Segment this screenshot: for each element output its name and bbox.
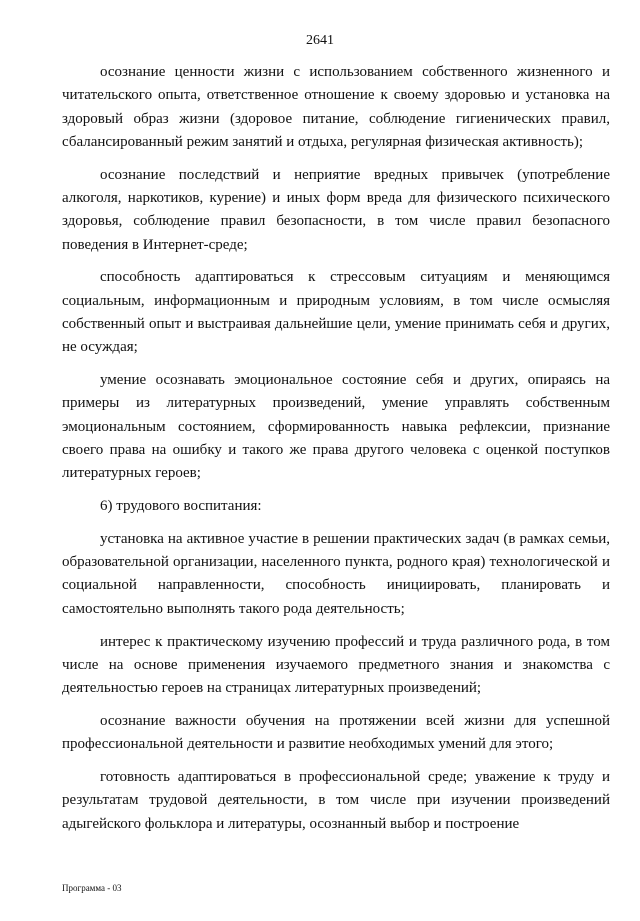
section-heading: 6) трудового воспитания: — [100, 498, 262, 515]
paragraph: способность адаптироваться к стрессовым ситуациям и меняющимся социальным, информационным и природным условиям, в том числе осмысляя собственный опыт и выстраивая дальнейшие цели, умение принимать себя и других, не осуждая; — [62, 269, 610, 356]
page-number: 2641 — [306, 33, 334, 48]
paragraph: умение осознавать эмоциональное состояние себя и других, опираясь на примеры из литературных произведений, умение управлять собственным эмоциональным состоянием, сформированность навыка рефлексии, признание своего права на ошибку и такого же права другого человека с оценкой поступков литературных героев; — [62, 372, 610, 482]
paragraph: готовность адаптироваться в профессиональной среде; уважение к труду и результатам трудовой деятельности, в том числе при изучении произведений адыгейского фольклора и литературы, осознанный выбор и построение — [62, 769, 610, 832]
page-footer: Программа - 03 — [62, 883, 122, 893]
paragraph: осознание последствий и неприятие вредных привычек (употребление алкоголя, наркотиков, курение) и иных форм вреда для физического психического здоровья, соблюдение правил безопасности, в том числе правил безопасного поведения в Интернет-среде; — [62, 166, 610, 253]
paragraph: осознание важности обучения на протяжении всей жизни для успешной профессиональной деятельности и развитие необходимых умений для этого; — [62, 712, 610, 753]
paragraph: установка на активное участие в решении практических задач (в рамках семьи, образовательной организации, населенного пункта, родного края) технологической и социальной направленности, способность инициировать, планировать и самостоятельно выполнять такого рода деятельность; — [62, 530, 610, 617]
paragraph: осознание ценности жизни с использованием собственного жизненного и читательского опыта, ответственное отношение к своему здоровью и установка на здоровый образ жизни (здоровое питание, соблюдение гигиенических правил, сбалансированный режим занятий и отдыха, регулярная физическая активность); — [62, 64, 610, 150]
paragraph: интерес к практическому изучению профессий и труда различного рода, в том числе на основе применения изучаемого предметного знания и знакомства с деятельностью героев на страницах литературных произведений; — [62, 633, 610, 697]
document-body — [62, 61, 610, 845]
